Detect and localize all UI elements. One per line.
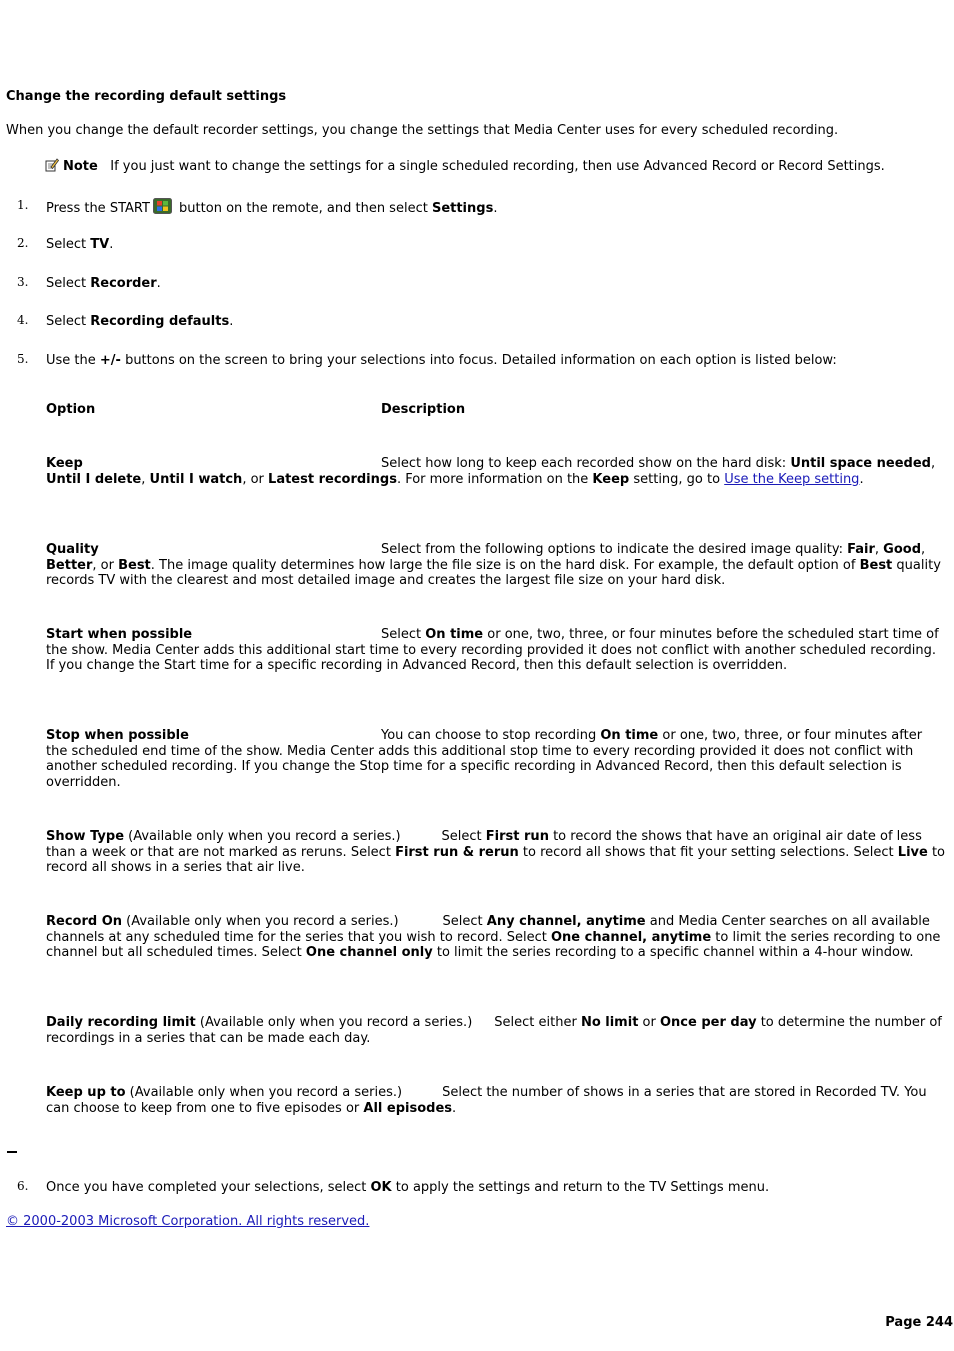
intro-paragraph: When you change the default recorder settings, you change the settings that Media Center uses for every scheduled recording. [6, 123, 839, 138]
option-row-keep-up-to: Keep up to (Available only when you record a series.) Select the number of shows in a series that are stored in Recorded TV. You can choose to keep from one to five episodes or All episodes. [46, 1085, 927, 1116]
note-block [45, 158, 950, 175]
step-2: Select TV. [46, 237, 114, 252]
divider-mark [7, 1151, 17, 1153]
note-label: Note [63, 159, 98, 174]
column-header-option: Option [46, 402, 96, 417]
option-row-stop: Stop when possible You can choose to stop recording On time or one, two, three, or four minutes after the scheduled end time of the show. Media Center adds this additional stop time to every recording provided it does not conflict with another scheduled recording. If you change the Stop time for a specific recording in Advanced Record, then this default selection is overridden. [46, 728, 923, 790]
step-number: 3. [17, 275, 29, 289]
copyright-link[interactable]: © 2000-2003 Microsoft Corporation. All rights reserved. [6, 1214, 370, 1229]
option-row-quality: Quality Select from the following options to indicate the desired image quality: Fair, Good, Better, or Best. The image quality determines how large the file size is on the hard disk. For example, the default option of Best quality records TV with the clearest and most detailed image and creates the largest file size on your hard disk. [46, 542, 941, 588]
note-text: If you just want to change the settings for a single scheduled recording, then use Advanced Record or Record Settings. [110, 159, 885, 174]
note-pencil-icon [45, 158, 59, 172]
page-title: Change the recording default settings [6, 89, 287, 104]
keep-setting-link[interactable]: Use the Keep setting [724, 471, 860, 487]
step-1: Press the START button on the remote, and then select Settings. [46, 198, 946, 217]
option-row-show-type: Show Type (Available only when you record a series.) Select First run to record the shows that have an original air date of less than a week or that are not marked as reruns. Select First run & rerun to record all shows that fit your setting selections. Select Live to record all shows in a series that air live. [46, 829, 945, 875]
step-number: 2. [17, 236, 29, 250]
step-6: Once you have completed your selections, select OK to apply the settings and return to the TV Settings menu. [46, 1180, 770, 1195]
step-5: Use the +/- buttons on the screen to bring your selections into focus. Detailed information on each option is listed below: [46, 353, 837, 368]
step-number: 4. [17, 313, 29, 327]
windows-start-icon [153, 198, 172, 214]
option-row-start: Start when possible Select On time or one, two, three, or four minutes before the scheduled start time of the show. Media Center adds this additional start time to every recording provided it does not conflict with another scheduled recording. If you change the Start time for a specific recording in Advanced Record, then this default selection is overridden. [46, 627, 939, 673]
option-row-record-on: Record On (Available only when you record a series.) Select Any channel, anytime and Media Center searches on all available channels at any scheduled time for the series that you wish to record. Select One channel, anytime to limit the series recording to one channel but all scheduled times. Select One channel only to limit the series recording to a specific channel within a 4-hour window. [46, 914, 941, 960]
step-number: 5. [17, 352, 29, 366]
step-3: Select Recorder. [46, 276, 161, 291]
step-4: Select Recording defaults. [46, 314, 234, 329]
step-number: 1. [17, 198, 29, 212]
page-number: Page 244 [885, 1315, 953, 1330]
column-header-description: Description [381, 402, 466, 417]
option-row-daily-limit: Daily recording limit (Available only when you record a series.) Select either No limit or Once per day to determine the number of recordings in a series that can be made each day. [46, 1015, 942, 1046]
option-row-keep: Keep Select how long to keep each recorded show on the hard disk: Until space needed, Until I delete, Until I watch, or Latest recordings. For more information on the Keep setting, go to Use the Keep setting. [46, 456, 936, 487]
step-number: 6. [17, 1179, 29, 1193]
